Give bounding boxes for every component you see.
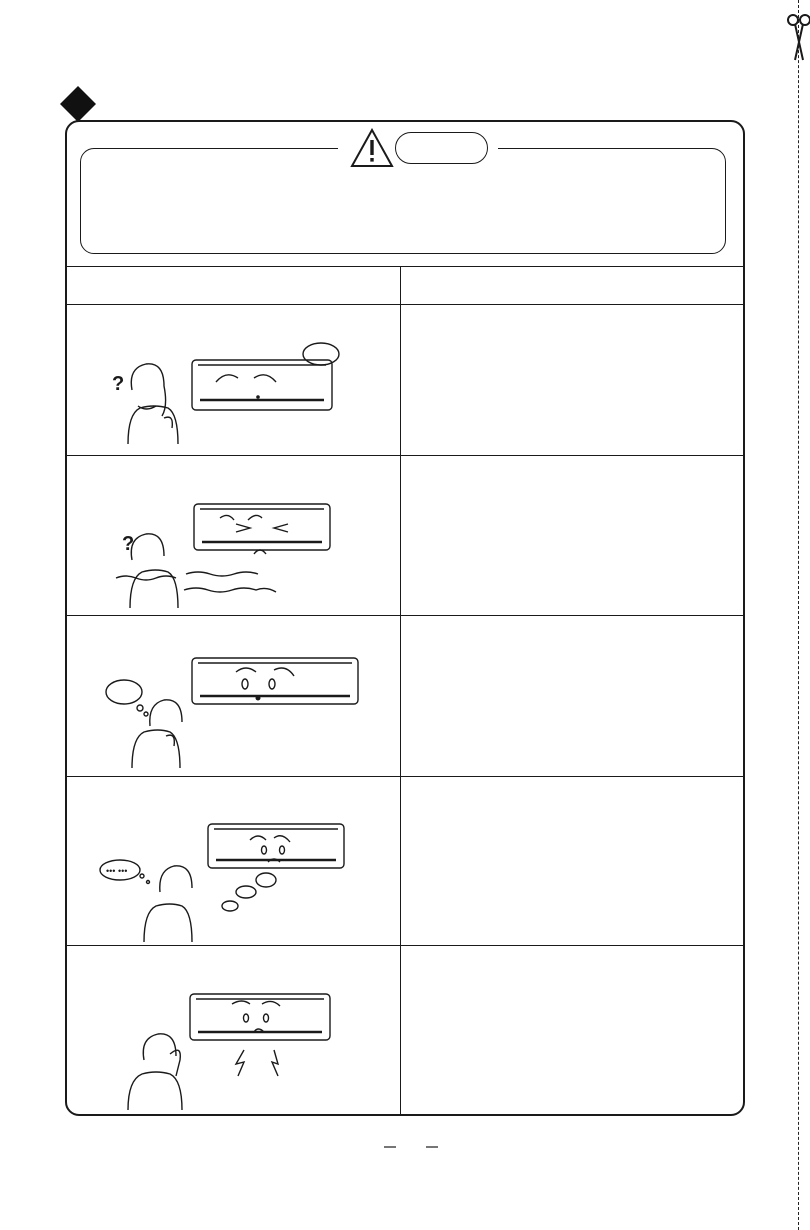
column-divider xyxy=(400,266,401,1115)
row-5-description xyxy=(410,957,735,1107)
caution-label xyxy=(395,132,488,164)
man-listening-unit-noise xyxy=(124,988,340,1112)
svg-text:••• •••: ••• ••• xyxy=(106,866,128,876)
table-top-rule xyxy=(65,266,745,267)
cut-line xyxy=(798,0,799,1230)
row-divider xyxy=(65,776,745,777)
table-header-rule xyxy=(65,304,745,305)
row-divider xyxy=(65,455,745,456)
svg-text:?: ? xyxy=(122,533,135,555)
svg-text:?: ? xyxy=(112,373,125,395)
row-divider xyxy=(65,945,745,946)
scissors-icon xyxy=(786,12,810,64)
woman-thinking-unit-worried xyxy=(104,654,360,770)
page-number xyxy=(380,1142,450,1162)
woman-puzzled-unit-blowing-odor xyxy=(108,498,348,610)
row-2-description xyxy=(410,467,735,607)
woman-puzzled-unit-not-responding xyxy=(108,334,348,446)
header-right xyxy=(406,274,741,298)
header-left xyxy=(70,274,395,298)
woman-thinking-unit-mist xyxy=(98,820,348,944)
row-1-description xyxy=(410,316,735,446)
row-3-description xyxy=(410,627,735,767)
diamond-bullet-icon xyxy=(60,86,96,122)
warning-triangle-icon xyxy=(350,128,394,168)
row-4-description xyxy=(410,788,735,938)
row-divider xyxy=(65,615,745,616)
